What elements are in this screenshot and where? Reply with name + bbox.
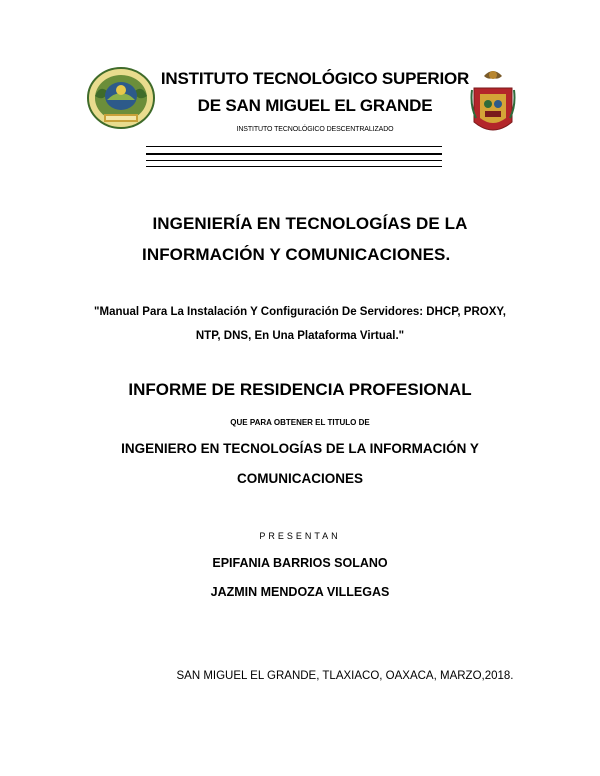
author-name: EPIFANIA BARRIOS SOLANO (212, 556, 388, 570)
author-name: JAZMIN MENDOZA VILLEGAS (210, 585, 390, 599)
header-rule-2 (146, 153, 442, 155)
career-line1: INGENIERÍA EN TECNOLOGÍAS DE LA (152, 214, 468, 233)
degree-line2: COMUNICACIONES (236, 471, 363, 486)
report-heading: INFORME DE RESIDENCIA PROFESIONAL (128, 380, 472, 399)
institute-name-line1: INSTITUTO TECNOLÓGICO SUPERIOR (160, 69, 470, 88)
project-title-line1: "Manual Para La Instalación Y Configuración De Servidores: DHCP, PROXY, (94, 306, 506, 318)
project-title-line2: NTP, DNS, En Una Plataforma Virtual." (195, 330, 405, 342)
institute-seal-icon (86, 66, 156, 130)
institute-subtitle: INSTITUTO TECNOLÓGICO DESCENTRALIZADO (236, 126, 394, 133)
place-date: SAN MIGUEL EL GRANDE, TLAXIACO, OAXACA, MARZO,2018. (176, 670, 514, 682)
report-subheading: QUE PARA OBTENER EL TITULO DE (230, 418, 370, 427)
degree-line1: INGENIERO EN TECNOLOGÍAS DE LA INFORMACIÓN Y (121, 441, 479, 456)
career-line2: INFORMACIÓN Y COMUNICACIONES. (142, 245, 451, 264)
header-rule-4 (146, 166, 442, 167)
presentan-label: PRESENTAN (259, 531, 341, 541)
institute-name-line2: DE SAN MIGUEL EL GRANDE (197, 96, 433, 115)
header-rule-3 (146, 160, 442, 161)
header-rule-1 (146, 146, 442, 147)
